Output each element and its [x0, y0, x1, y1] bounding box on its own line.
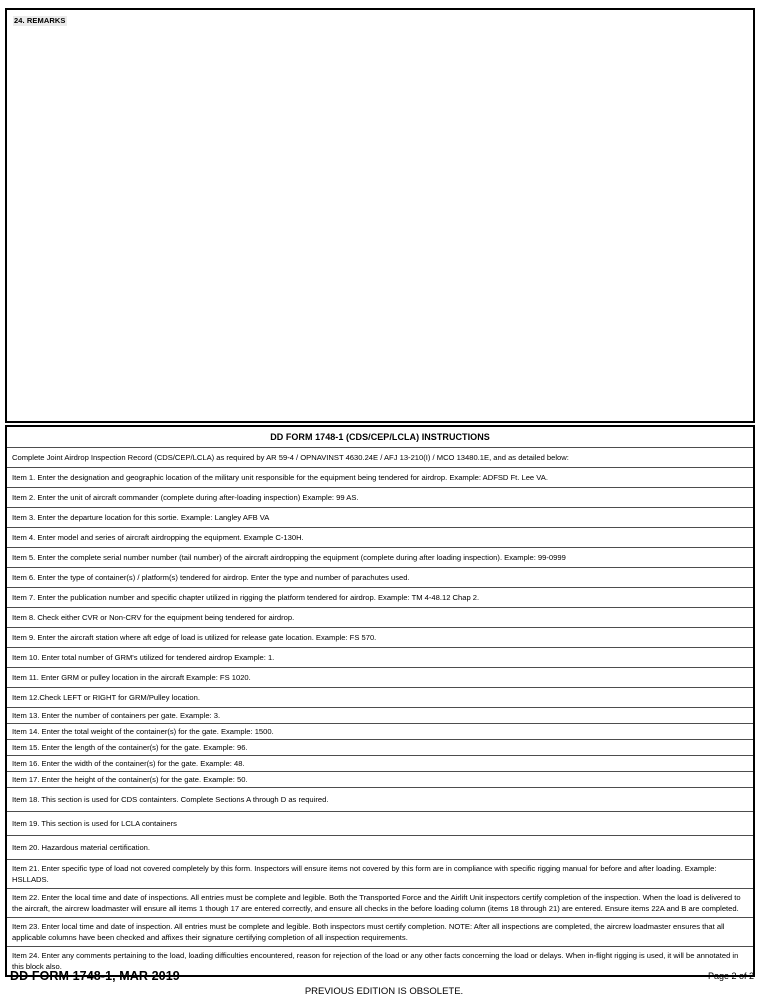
remarks-input-area[interactable] — [7, 28, 753, 408]
instruction-item-19: Item 19. This section is used for LCLA containers — [7, 812, 753, 836]
instruction-item-7: Item 7. Enter the publication number and specific chapter utilized in rigging the platform tendered for airdrop. Example: TM 4-48.12 Chap 2. — [7, 588, 753, 608]
instruction-item-1: Item 1. Enter the designation and geographic location of the military unit responsible for the equipment being tendered for airdrop. Example: ADFSD Ft. Lee VA. — [7, 468, 753, 488]
instruction-item-3: Item 3. Enter the departure location for this sortie. Example: Langley AFB VA — [7, 508, 753, 528]
footer-form-id: DD FORM 1748-1, MAR 2019 — [10, 969, 180, 983]
footer-obsolete-notice: PREVIOUS EDITION IS OBSOLETE. — [304, 986, 464, 997]
remarks-label: 24. REMARKS — [14, 16, 66, 25]
footer-page-number: Page 2 of 2 — [707, 971, 754, 981]
instruction-item-2: Item 2. Enter the unit of aircraft commander (complete during after-loading inspection) Example: 99 AS. — [7, 488, 753, 508]
instruction-item-21: Item 21. Enter specific type of load not covered completely by this form. Inspectors will ensure items not covered by this form are in compliance with specific rigging manual for before and after loading. Example: HSLLADS. — [7, 860, 753, 889]
instruction-item-23: Item 23. Enter local time and date of inspection. All entries must be complete and legible. Both inspectors must certify completion. NOTE: After all inspections are completed, the aircrew loadmaster ensures that all applicable columns have been checked and affixes their signature certifying completion of all inspection requirements. — [7, 918, 753, 947]
instruction-item-13: Item 13. Enter the number of containers per gate. Example: 3. — [7, 708, 753, 724]
instruction-item-12: Item 12.Check LEFT or RIGHT for GRM/Pulley location. — [7, 688, 753, 708]
instruction-item-17: Item 17. Enter the height of the container(s) for the gate. Example: 50. — [7, 772, 753, 788]
instruction-item-11: Item 11. Enter GRM or pulley location in the aircraft Example: FS 1020. — [7, 668, 753, 688]
page-footer — [0, 966, 768, 1008]
instruction-item-16: Item 16. Enter the width of the container(s) for the gate. Example: 48. — [7, 756, 753, 772]
remarks-block[interactable] — [5, 8, 755, 423]
instruction-item-15: Item 15. Enter the length of the container(s) for the gate. Example: 96. — [7, 740, 753, 756]
instruction-item-8: Item 8. Check either CVR or Non-CRV for the equipment being tendered for airdrop. — [7, 608, 753, 628]
instructions-intro: Complete Joint Airdrop Inspection Record (CDS/CEP/LCLA) as required by AR 59-4 / OPNAVINST 4630.24E / AFJ 13-210(I) / MCO 13480.1E, and as detailed below: — [7, 448, 753, 468]
instruction-item-10: Item 10. Enter total number of GRM's utilized for tendered airdrop Example: 1. — [7, 648, 753, 668]
instruction-item-6: Item 6. Enter the type of container(s) / platform(s) tendered for airdrop. Enter the type and number of parachutes used. — [7, 568, 753, 588]
instructions-title: DD FORM 1748-1 (CDS/CEP/LCLA) INSTRUCTIONS — [7, 425, 753, 448]
instruction-item-20: Item 20. Hazardous material certification. — [7, 836, 753, 860]
instruction-item-18: Item 18. This section is used for CDS containters. Complete Sections A through D as required. — [7, 788, 753, 812]
instruction-item-9: Item 9. Enter the aircraft station where aft edge of load is utilized for release gate location. Example: FS 570. — [7, 628, 753, 648]
instruction-item-4: Item 4. Enter model and series of aircraft airdropping the equipment. Example C-130H. — [7, 528, 753, 548]
instruction-item-14: Item 14. Enter the total weight of the container(s) for the gate. Example: 1500. — [7, 724, 753, 740]
instructions-table — [5, 425, 755, 977]
instruction-item-24: Item 24. Enter any comments pertaining to the load, loading difficulties encountered, reason for rejection of the load or any other facts concerning the load or delays. When in-flight rigging is used, it will be annotated in this block also. — [12, 951, 739, 971]
instruction-item-5: Item 5. Enter the complete serial number number (tail number) of the aircraft airdropping the equipment (complete during after loading inspection). Example: 99-0999 — [7, 548, 753, 568]
instruction-item-22: Item 22. Enter the local time and date of inspections. All entries must be complete and legible. Both the Transported Force and the Airlift Unit inspectors certify completion of the inspection. When the load is delivered to the aircraft, the aircrew loadmaster will ensure all items 1 though 17 are entered correctly, and ensure all checks in the before loading column (items 18 through 21) are entered. Ensure items 22A and B are completed. — [7, 889, 753, 918]
